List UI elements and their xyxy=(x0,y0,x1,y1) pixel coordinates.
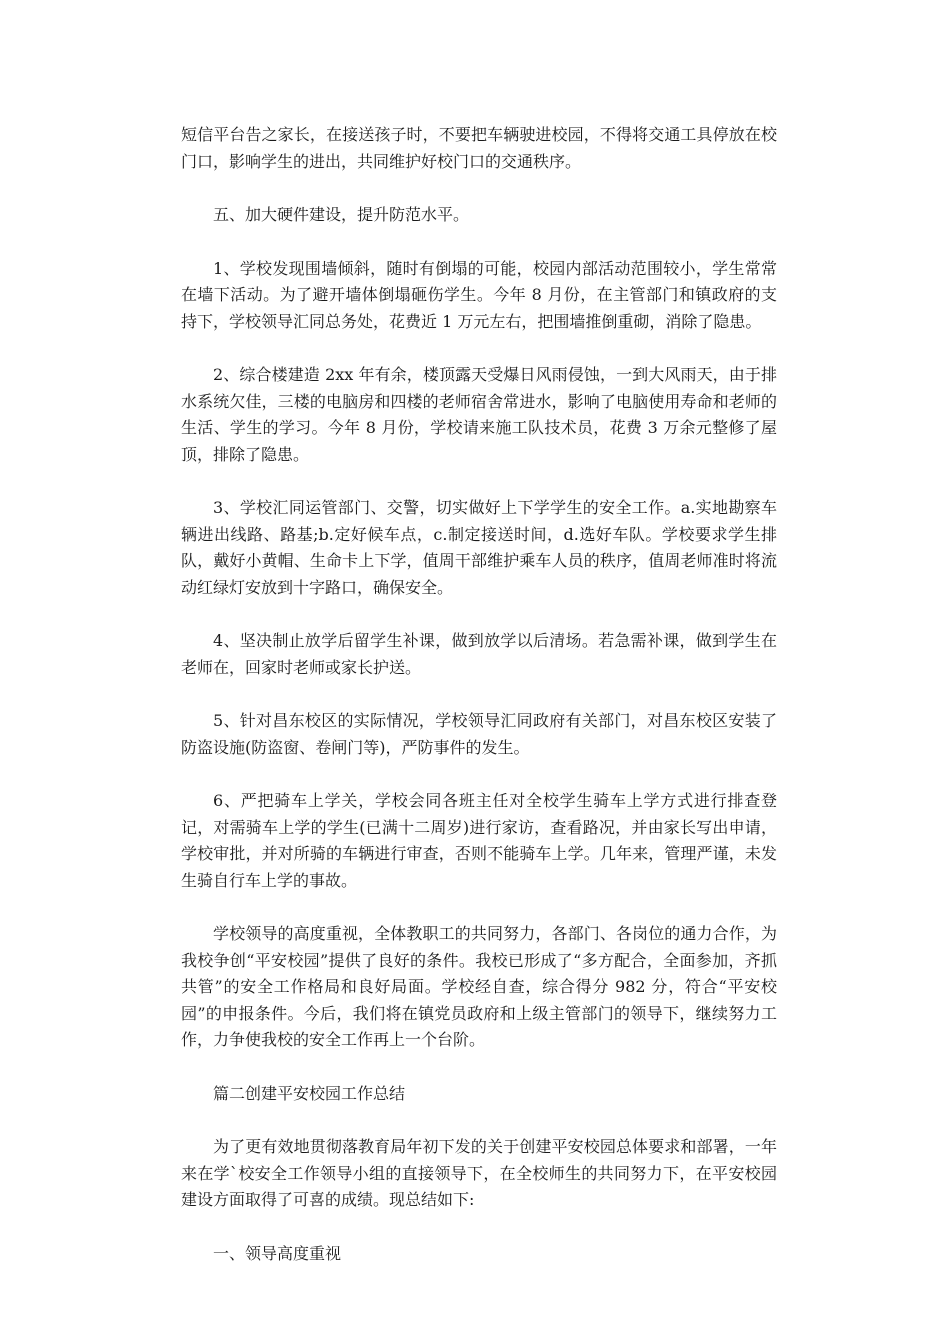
paragraph-continuation: 短信平台告之家长，在接送孩子时，不要把车辆驶进校园，不得将交通工具停放在校门口，影响学生的进出，共同维护好校门口的交通秩序。 xyxy=(181,125,777,171)
section-heading-leadership: 一、领导高度重视 xyxy=(213,1243,342,1263)
section-heading-hardware: 五、加大硬件建设，提升防范水平。 xyxy=(213,205,470,224)
paragraph-item-6: 6、严把骑车上学关，学校会同各班主任对全校学生骑车上学方式进行排查登记，对需骑车上学的学生(已满十二周岁)进行家访，查看路况，并由家长写出申请，学校审批，并对所骑的车辆进行审查，否则不能骑车上学。几年来，管理严谨，未发生骑自行车上学的事故。 xyxy=(181,791,777,890)
document-body xyxy=(181,122,777,1294)
paragraph-item-3: 3、学校汇同运管部门、交警，切实做好上下学学生的安全工作。a.实地勘察车辆进出线路、路基;b.定好候车点，c.制定接送时间，d.选好车队。学校要求学生排队，戴好小黄帽、生命卡上下学，值周干部维护乘车人员的秩序，值周老师准时将流动红绿灯安放到十字路口，确保安全。 xyxy=(181,498,777,597)
paragraph-intro: 为了更有效地贯彻落教育局年初下发的关于创建平安校园总体要求和部署，一年来在学`校安全工作领导小组的直接领导下，在全校师生的共同努力下，在平安校园建设方面取得了可喜的成绩。现总结如下: xyxy=(181,1137,777,1209)
paragraph-conclusion: 学校领导的高度重视，全体教职工的共同努力，各部门、各岗位的通力合作，为我校争创“平安校园”提供了良好的条件。我校已形成了“多方配合，全面参加，齐抓共管”的安全工作格局和良好局面。学校经自查，综合得分 982 分，符合“平安校园”的申报条件。今后，我们将在镇党员政府和上级主管部门的领导下，继续努力工作，力争使我校的安全工作再上一个台阶。 xyxy=(181,924,777,1049)
paragraph-item-2: 2、综合楼建造 2xx 年有余，楼顶露天受爆日风雨侵蚀，一到大风雨天，由于排水系统欠佳，三楼的电脑房和四楼的老师宿舍常进水，影响了电脑使用寿命和老师的生活、学生的学习。今年 8 月份，学校请来施工队技术员，花费 3 万余元整修了屋顶，排除了隐患。 xyxy=(181,365,777,464)
paragraph-item-1: 1、学校发现围墙倾斜，随时有倒塌的可能，校园内部活动范围较小，学生常常在墙下活动。为了避开墙体倒塌砸伤学生。今年 8 月份，在主管部门和镇政府的支持下，学校领导汇同总务处，花费近 1 万元左右，把围墙推倒重砌，消除了隐患。 xyxy=(181,258,777,331)
section-title-part-two: 篇二创建平安校园工作总结 xyxy=(213,1083,406,1103)
paragraph-item-5: 5、针对昌东校区的实际情况，学校领导汇同政府有关部门，对昌东校区安装了防盗设施(防盗窗、卷闸门等)，严防事件的发生。 xyxy=(181,711,777,757)
paragraph-item-4: 4、坚决制止放学后留学生补课，做到放学以后清场。若急需补课，做到学生在老师在，回家时老师或家长护送。 xyxy=(181,631,777,677)
